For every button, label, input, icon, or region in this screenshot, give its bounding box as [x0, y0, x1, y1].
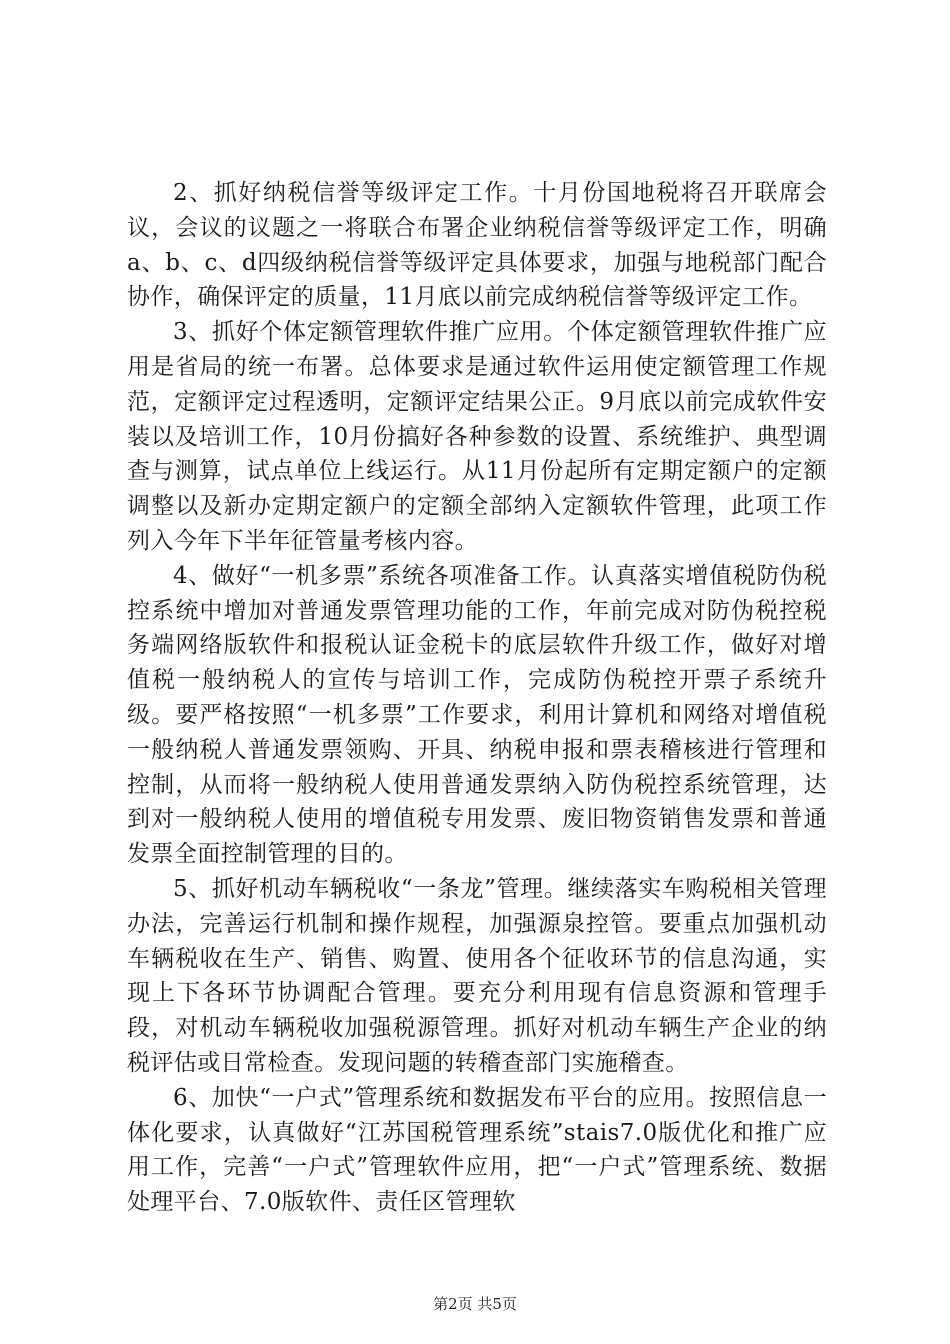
paragraph-item-5: 5、抓好机动车辆税收“一条龙”管理。继续落实车购税相关管理办法，完善运行机制和操作规程，加强源泉控管。要重点加强机动车辆税收在生产、销售、购置、使用各个征收环节的信息沟通，实现上下各环节协调配合管理。要充分利用现有信息资源和管理手段，对机动车辆税收加强税源管理。抓好对机动车辆生产企业的纳税评估或日常检查。发现问题的转稽查部门实施稽查。	[127, 875, 827, 1076]
paragraph-item-6: 6、加快“一户式”管理系统和数据发布平台的应用。按照信息一体化要求，认真做好“江苏国税管理系统”stais7.0版优化和推广应用工作，完善“一户式”管理软件应用，把“一户式”管理系统、数据处理平台、7.0版软件、责任区管理软	[127, 1084, 827, 1216]
document-body	[127, 176, 827, 1220]
paragraph-item-4: 4、做好“一机多票”系统各项准备工作。认真落实增值税防伪税控系统中增加对普通发票管理功能的工作，年前完成对防伪税控税务端网络版软件和报税认证金税卡的底层软件升级工作，做好对增值税一般纳税人的宣传与培训工作，完成防伪税控开票子系统升级。要严格按照“一机多票”工作要求，利用计算机和网络对增值税一般纳税人普通发票领购、开具、纳税申报和票表稽核进行管理和控制，从而将一般纳税人使用普通发票纳入防伪税控系统管理，达到对一般纳税人使用的增值税专用发票、废旧物资销售发票和普通发票全面控制管理的目的。	[127, 562, 827, 868]
page-number-footer: 第2页 共5页	[433, 1295, 517, 1313]
paragraph-item-2: 2、抓好纳税信誉等级评定工作。十月份国地税将召开联席会议，会议的议题之一将联合布署企业纳税信誉等级评定工作，明确a、b、c、d四级纳税信誉等级评定具体要求，加强与地税部门配合协作，确保评定的质量，11月底以前完成纳税信誉等级评定工作。	[127, 180, 827, 311]
paragraph-item-3: 3、抓好个体定额管理软件推广应用。个体定额管理软件推广应用是省局的统一布署。总体要求是通过软件运用使定额管理工作规范，定额评定过程透明，定额评定结果公正。9月底以前完成软件安装以及培训工作，10月份搞好各种参数的设置、系统维护、典型调查与测算，试点单位上线运行。从11月份起所有定期定额户的定额调整以及新办定期定额户的定额全部纳入定额软件管理，此项工作列入今年下半年征管量考核内容。	[127, 319, 827, 554]
